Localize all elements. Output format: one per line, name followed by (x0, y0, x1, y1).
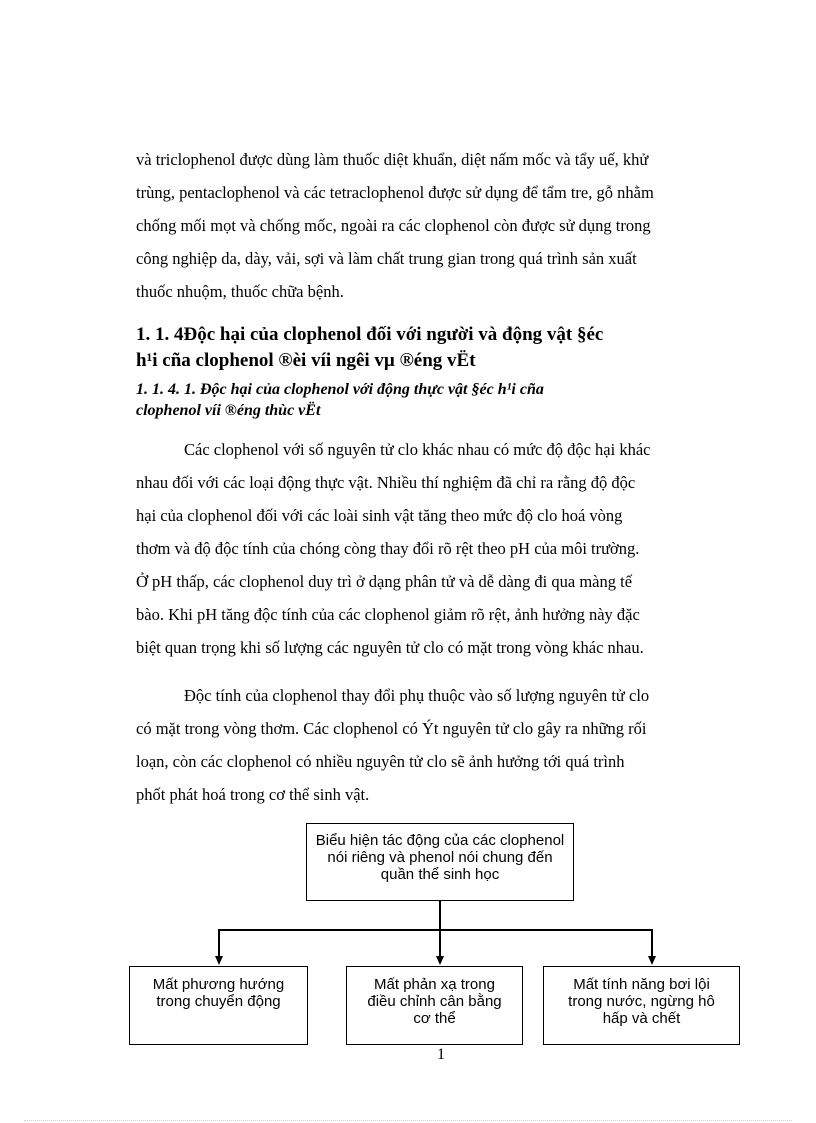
diagram-root-text: quần thể sinh học (380, 866, 500, 883)
section-heading: 1. 1. 4Độc hại của clophenol đối với người và động vật §éc (136, 324, 604, 345)
arrow-down-icon (648, 956, 656, 965)
page-divider (24, 1120, 792, 1121)
text-line: biệt quan trọng khi số lượng các nguyên tử clo có mặt trong vòng khác nhau. (136, 638, 644, 657)
arrow-down-icon (436, 956, 444, 965)
diagram-child-text: trong chuyển động (156, 993, 281, 1010)
text-line: thơm và độ độc tính của chóng còng thay đổi rõ rệt theo pH của môi trường. (136, 539, 640, 558)
diagram-child-text: trong nước, ngừng hô (568, 993, 715, 1010)
text-line: phốt phát hoá trong cơ thể sinh vật. (136, 785, 370, 804)
connector-right (651, 929, 653, 957)
subsection-heading-garbled: clophenol víi ®éng thùc vËt (136, 402, 321, 419)
connector-left (218, 929, 220, 957)
text-line: có mặt trong vòng thơm. Các clophenol có Ýt nguyên tử clo gây ra những rối (136, 719, 647, 738)
diagram-child-text: Mất phương hướng (152, 976, 285, 993)
diagram-child-box-1 (129, 966, 308, 1045)
text-line: Ở pH thấp, các clophenol duy trì ở dạng phân tử và dễ dàng đi qua màng tế (136, 572, 633, 591)
connector-center (439, 929, 441, 957)
diagram-child-text: Mất tính năng bơi lội (573, 976, 710, 993)
text-line: Độc tính của clophenol thay đổi phụ thuộc vào số lượng nguyên tử clo (184, 686, 650, 705)
text-line: nhau đối với các loại động thực vật. Nhiều thí nghiệm đã chỉ ra rằng độ độc (136, 473, 636, 492)
diagram-root-text: nói riêng và phenol nói chung đến (327, 849, 553, 866)
text-line: hại của clophenol đối với các loài sinh vật tăng theo mức độ clo hoá vòng (136, 506, 623, 525)
diagram-child-text: cơ thể (413, 1010, 456, 1027)
arrow-down-icon (215, 956, 223, 965)
section-heading-garbled: h¹i cña clophenol ®èi víi ngêi vµ ®éng vËt (136, 350, 476, 371)
diagram-child-box-3 (543, 966, 740, 1045)
diagram-child-text: hấp và chết (602, 1010, 681, 1027)
text-line: Các clophenol với số nguyên tử clo khác nhau có mức độ độc hại khác (184, 440, 651, 459)
subsection-heading: 1. 1. 4. 1. Độc hại của clophenol với động thực vật §éc h¹i cña (136, 381, 544, 398)
diagram-child-text: Mất phản xạ trong (374, 976, 495, 993)
diagram-root-box (306, 823, 574, 901)
text-line: và triclophenol được dùng làm thuốc diệt khuẩn, diệt nấm mốc và tẩy uế, khử (136, 150, 649, 169)
text-line: loạn, còn các clophenol có nhiều nguyên tử clo sẽ ảnh hưởng tới quá trình (136, 752, 625, 771)
text-line: trùng, pentaclophenol và các tetraclophenol được sử dụng để tẩm tre, gỗ nhằm (136, 183, 654, 202)
connector-horizontal (218, 929, 652, 931)
connector-vertical (439, 901, 441, 930)
text-line: chống mối mọt và chống mốc, ngoài ra các clophenol còn được sử dụng trong (136, 216, 651, 235)
diagram-child-text: điều chỉnh cân bằng (367, 993, 502, 1010)
diagram-root-text: Biểu hiện tác động của các clophenol (315, 832, 565, 849)
text-line: thuốc nhuộm, thuốc chữa bệnh. (136, 282, 344, 301)
text-line: bào. Khi pH tăng độc tính của các clophenol giảm rõ rệt, ảnh hưởng này đặc (136, 605, 640, 624)
text-line: công nghiệp da, dày, vải, sợi và làm chất trung gian trong quá trình sản xuất (136, 249, 637, 268)
diagram-child-box-2 (346, 966, 523, 1045)
page-number: 1 (437, 1046, 445, 1063)
